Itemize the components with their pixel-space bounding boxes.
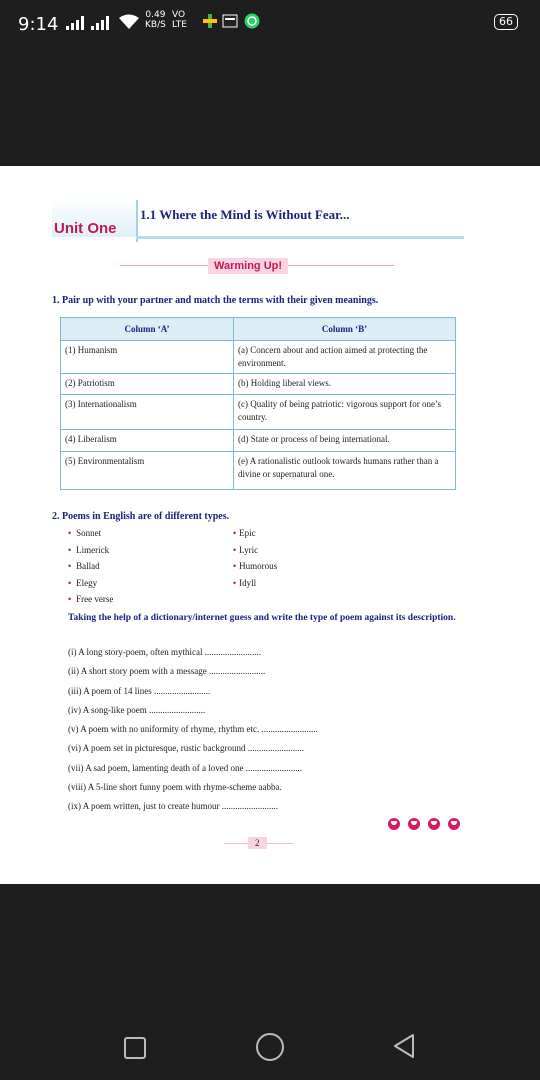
list-item: • Humorous — [233, 561, 278, 571]
list-item: (vi) A poem set in picturesque, rustic background ......................... — [68, 743, 304, 754]
table-row — [61, 430, 456, 452]
poem-type: Lyric — [239, 544, 259, 555]
list-item: (vii) A sad poem, lamenting death of a loved one ......................... — [68, 762, 302, 773]
cell-meaning: (a) Concern about and action aimed at protecting the environment. — [234, 341, 456, 374]
poem-type: Epic — [239, 528, 256, 538]
list-item: • Lyric — [233, 544, 259, 555]
list-item: (ii) A short story poem with a message ......................... — [68, 666, 266, 677]
poem-type: Humorous — [239, 561, 278, 571]
column-b-header: Column ‘B’ — [234, 318, 456, 341]
list-item: • Elegy — [68, 577, 98, 588]
back-icon[interactable] — [392, 1033, 416, 1059]
cell-term: (2) Patriotism — [61, 374, 234, 395]
decorative-dots — [388, 818, 460, 830]
viewer-background-top — [0, 44, 540, 166]
column-a-header: Column ‘A’ — [61, 318, 234, 341]
smile-icon — [448, 818, 460, 830]
volte-label: VO — [172, 10, 186, 20]
cell-term: (1) Humanism — [61, 341, 234, 374]
cell-term: (3) Internationalism — [61, 395, 234, 430]
list-item: (i) A long story-poem, often mythical ......................... — [68, 647, 261, 657]
news-icon — [222, 13, 238, 29]
table-row — [61, 374, 456, 395]
poem-type: Elegy — [76, 577, 98, 588]
speed-value: 0.49 — [145, 10, 166, 20]
cell-meaning: (b) Holding liberal views. — [234, 374, 456, 395]
list-item: (viii) A 5-line short funny poem with rhyme-scheme aabba. — [68, 782, 282, 793]
status-time: 9:14 — [18, 14, 59, 35]
wifi-icon — [118, 14, 140, 30]
poem-type: Sonnet — [76, 528, 102, 538]
whatsapp-icon — [244, 13, 260, 29]
volte-indicator — [172, 10, 187, 30]
list-item: • Idyll — [233, 577, 257, 588]
unit-label: Unit One — [54, 220, 117, 237]
table-header — [61, 318, 456, 341]
poem-type: Idyll — [239, 577, 257, 588]
signal-icon-2 — [91, 14, 109, 30]
poem-type: Limerick — [76, 544, 110, 555]
smile-icon — [428, 818, 440, 830]
cell-meaning: (d) State or process of being international. — [234, 430, 456, 452]
question-2: 2. Poems in English are of different types. — [52, 511, 230, 522]
list-item: • Ballad — [68, 561, 100, 571]
warming-up-label: Warming Up! — [208, 258, 288, 274]
plus-icon — [202, 13, 218, 29]
list-item: (iv) A song-like poem ......................... — [68, 704, 206, 715]
poem-type: Free verse — [76, 594, 114, 604]
question-1: 1. Pair up with your partner and match the terms with their given meanings. — [52, 295, 379, 306]
status-bar — [0, 0, 540, 44]
poem-types-left — [68, 525, 113, 608]
cell-meaning: (c) Quality of being patriotic: vigorous support for one’s country. — [234, 395, 456, 430]
poem-types-right — [233, 525, 277, 591]
home-icon[interactable] — [256, 1033, 284, 1061]
title-rule — [136, 236, 464, 239]
cell-meaning: (e) A rationalistic outlook towards humans rather than a divine or supernatural one. — [234, 452, 456, 490]
recents-icon[interactable] — [124, 1037, 146, 1059]
book-page[interactable] — [0, 166, 540, 884]
poem-type: Ballad — [76, 561, 100, 571]
network-speed — [145, 10, 166, 30]
list-item: • Sonnet — [68, 528, 102, 538]
instruction-text: Taking the help of a dictionary/internet guess and write the type of poem against its description. — [68, 613, 456, 623]
chapter-title: 1.1 Where the Mind is Without Fear... — [140, 207, 350, 222]
speed-unit: KB/S — [145, 20, 166, 30]
smile-icon — [408, 818, 420, 830]
table-row — [61, 452, 456, 490]
signal-icon-1 — [66, 14, 84, 30]
list-item: (v) A poem with no uniformity of rhyme, rhythm etc. ......................... — [68, 724, 318, 735]
lte-label: LTE — [172, 20, 187, 30]
table-row — [61, 341, 456, 374]
list-item: • Limerick — [68, 544, 110, 555]
match-table — [60, 317, 456, 490]
battery-indicator: 66 — [494, 14, 518, 30]
table-row — [61, 395, 456, 430]
list-item: (ix) A poem written, just to create humour ......................... — [68, 801, 278, 812]
cell-term: (4) Liberalism — [61, 430, 234, 452]
definition-list — [68, 643, 318, 817]
cell-term: (5) Environmentalism — [61, 452, 234, 490]
page-number: 2 — [248, 837, 267, 849]
list-item: • Epic — [233, 528, 256, 538]
list-item: (iii) A poem of 14 lines ......................... — [68, 685, 211, 696]
list-item: • Free verse — [68, 594, 114, 604]
smile-icon — [388, 818, 400, 830]
navigation-bar — [0, 1005, 540, 1080]
